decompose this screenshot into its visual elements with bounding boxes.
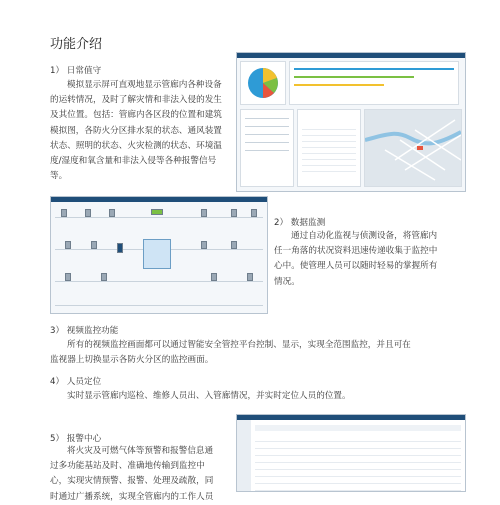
section-body-video: 所有的视频监控画面都可以通过智能安全管控平台控制、显示，实现全范围监控，并且可在 监视器上切换显示各防火分区的监控画面。 <box>50 340 411 366</box>
alarm-center-screenshot <box>236 414 466 492</box>
pie-chart <box>241 62 285 104</box>
pie-chart-panel <box>240 61 286 105</box>
page-title: 功能介绍 <box>50 37 103 52</box>
status-list-panel <box>240 109 294 187</box>
section-heading-video: 3） 视频监控功能 <box>50 326 119 336</box>
section-heading-daily-watch: 1） 日常值守 <box>50 66 102 76</box>
section-heading-personnel: 4） 人员定位 <box>50 377 102 387</box>
map-panel <box>364 109 462 187</box>
section-body-alarm: 将火灾及可燃气体等预警和报警信息通 过多功能基站及时、准确地传输到监控中 心，实现灾情预警、报警、处理及疏散，同 时通过广播系统，实现全管廊内的工作人员 <box>50 446 214 502</box>
section-body-personnel: 实时显示管廊内巡检、维修人员出、入管廊情况，并实时定位人员的位置。 <box>67 391 351 401</box>
monitoring-popup <box>143 239 171 269</box>
sensor-table-panel <box>297 109 361 187</box>
section-heading-alarm: 5） 报警中心 <box>50 434 102 444</box>
section-body-daily-watch: 模拟显示屏可直观地显示管廊内各种设备 的运转情况，及时了解灾情和非法入侵的发生 及其位置。包括：管廊内各区段的位置和建筑 模拟图，各防火分区排水泵的状态、通风装置 状态、照明的状态、火灾检测的状态、环境温 度/湿度和氧含量和非法入侵等各种报警信号 等。 <box>50 80 222 182</box>
data-monitoring-screenshot <box>50 196 268 314</box>
dashboard-screenshot <box>236 52 466 192</box>
city-map <box>365 110 461 186</box>
section-heading-data-monitoring: 2） 数据监测 <box>274 218 326 228</box>
gauge-panel <box>289 61 459 105</box>
section-body-data-monitoring: 通过自动化监视与侦测设备，将管廊内 任一角落的状况资料迅速传递收集于监控中 心中。使管理人员可以随时轻易的掌握所有 情况。 <box>274 231 438 287</box>
